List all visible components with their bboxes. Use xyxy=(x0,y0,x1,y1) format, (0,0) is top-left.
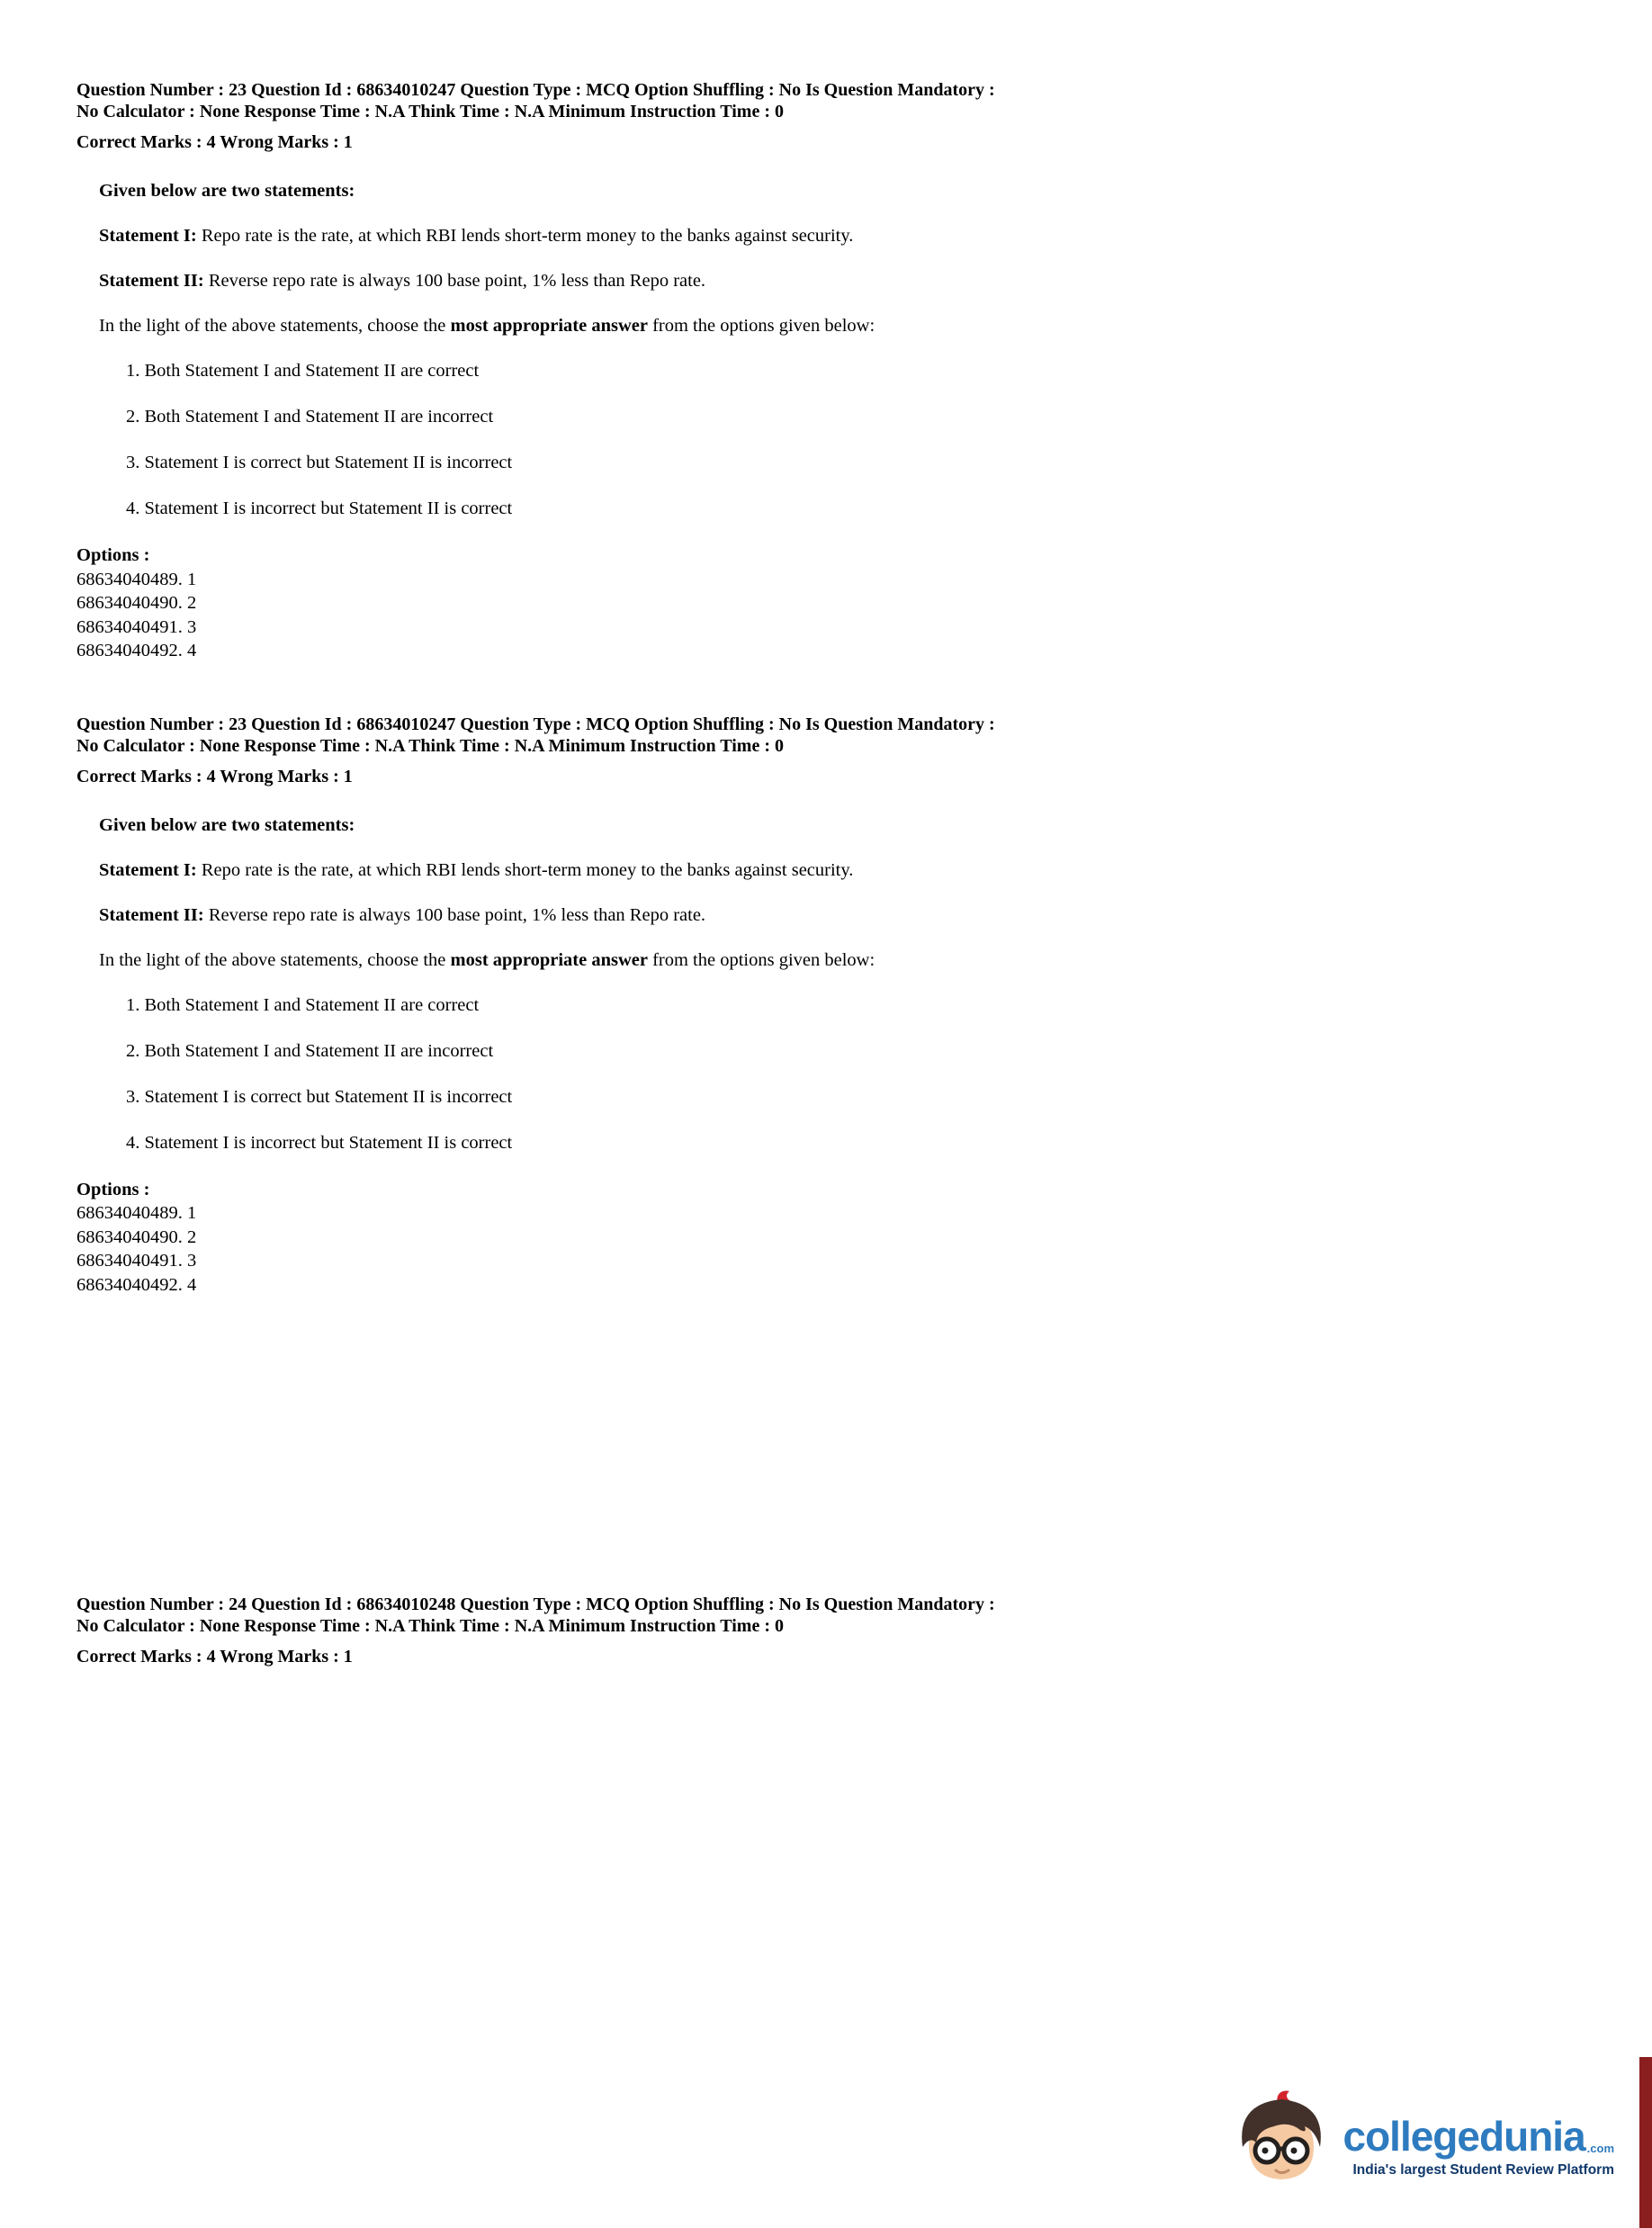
prompt-suffix: from the options given below: xyxy=(647,949,875,970)
statement-2-label: Statement II: xyxy=(99,904,204,925)
question-block-23-first xyxy=(76,79,1576,663)
choice-1: 1. Both Statement I and Statement II are correct xyxy=(126,994,480,1015)
brand-suffix: .com xyxy=(1586,2142,1614,2155)
question-meta-line1: Question Number : 24 Question Id : 68634010248 Question Type : MCQ Option Shuffling : No Is Question Mandatory : xyxy=(76,1595,995,1614)
question-meta xyxy=(76,1594,1576,1637)
question-marks: Correct Marks : 4 Wrong Marks : 1 xyxy=(76,1647,353,1667)
options-block xyxy=(76,1178,1576,1298)
option-id-4: 68634040492. 4 xyxy=(76,641,197,660)
question-prompt xyxy=(99,315,1576,337)
prompt-bold: most appropriate answer xyxy=(450,316,648,336)
question-body xyxy=(99,814,1576,1154)
option-id-1: 68634040489. 1 xyxy=(76,569,197,589)
choice-2: 2. Both Statement I and Statement II are incorrect xyxy=(126,1040,494,1061)
options-block xyxy=(76,544,1576,663)
statement-2-text: Reverse repo rate is always 100 base point, 1% less than Repo rate. xyxy=(203,271,706,291)
statement-1-label: Statement I: xyxy=(99,859,197,880)
statement-2 xyxy=(99,904,1576,926)
question-meta-line1: Question Number : 23 Question Id : 68634010247 Question Type : MCQ Option Shuffling : No Is Question Mandatory : xyxy=(76,80,995,100)
option-id-2: 68634040490. 2 xyxy=(76,1226,197,1247)
question-meta xyxy=(76,714,1576,757)
prompt-prefix: In the light of the above statements, choose the xyxy=(99,316,451,336)
prompt-prefix: In the light of the above statements, choose the xyxy=(99,949,451,970)
question-intro: Given below are two statements: xyxy=(99,814,355,835)
options-label: Options : xyxy=(76,545,150,565)
brand-tagline: India's largest Student Review Platform xyxy=(1352,2162,1614,2178)
brand-name xyxy=(1342,2113,1614,2160)
question-prompt xyxy=(99,949,1576,971)
choice-3: 3. Statement I is correct but Statement II is incorrect xyxy=(126,453,513,472)
mascot-icon xyxy=(1231,2089,1332,2205)
statement-1-text: Repo rate is the rate, at which RBI lends short-term money to the banks against security. xyxy=(196,226,854,246)
statement-2 xyxy=(99,270,1576,292)
question-meta-line2: No Calculator : None Response Time : N.A Think Time : N.A Minimum Instruction Time : 0 xyxy=(76,735,784,756)
option-id-3: 68634040491. 3 xyxy=(76,1251,197,1271)
prompt-bold: most appropriate answer xyxy=(450,949,648,970)
option-id-2: 68634040490. 2 xyxy=(76,593,197,613)
choice-3: 3. Statement I is correct but Statement II is incorrect xyxy=(126,1086,513,1107)
option-id-4: 68634040492. 4 xyxy=(76,1274,197,1295)
prompt-suffix: from the options given below: xyxy=(647,316,875,336)
option-id-1: 68634040489. 1 xyxy=(76,1203,197,1223)
collegedunia-logo xyxy=(1231,2089,1614,2205)
choice-4: 4. Statement I is incorrect but Statement II is correct xyxy=(126,1132,513,1153)
red-accent-bar xyxy=(1639,2057,1652,2228)
question-meta-line2: No Calculator : None Response Time : N.A Think Time : N.A Minimum Instruction Time : 0 xyxy=(76,1616,784,1636)
statement-1-text: Repo rate is the rate, at which RBI lends short-term money to the banks against security. xyxy=(196,859,854,880)
statement-2-text: Reverse repo rate is always 100 base point, 1% less than Repo rate. xyxy=(203,904,706,925)
choices-list xyxy=(126,994,1576,1154)
statement-2-label: Statement II: xyxy=(99,271,204,291)
option-id-3: 68634040491. 3 xyxy=(76,616,197,637)
question-meta xyxy=(76,79,1576,122)
logo-text xyxy=(1342,2113,1614,2179)
question-marks: Correct Marks : 4 Wrong Marks : 1 xyxy=(76,132,353,152)
question-meta-line2: No Calculator : None Response Time : N.A Think Time : N.A Minimum Instruction Time : 0 xyxy=(76,102,784,121)
options-label: Options : xyxy=(76,1179,150,1199)
question-meta-line1: Question Number : 23 Question Id : 68634010247 Question Type : MCQ Option Shuffling : No Is Question Mandatory : xyxy=(76,714,995,734)
choice-1: 1. Both Statement I and Statement II are correct xyxy=(126,361,480,381)
question-body xyxy=(99,180,1576,519)
choice-4: 4. Statement I is incorrect but Statement II is correct xyxy=(126,499,513,518)
statement-1-label: Statement I: xyxy=(99,226,197,246)
choice-2: 2. Both Statement I and Statement II are incorrect xyxy=(126,407,494,427)
statement-1 xyxy=(99,859,1576,881)
question-marks: Correct Marks : 4 Wrong Marks : 1 xyxy=(76,766,353,786)
choices-list xyxy=(126,360,1576,519)
question-block-23-second xyxy=(76,714,1576,1298)
brand-word: collegedunia xyxy=(1342,2113,1585,2160)
statement-1 xyxy=(99,225,1576,247)
question-intro: Given below are two statements: xyxy=(99,181,355,201)
question-block-24 xyxy=(76,1594,1576,1667)
